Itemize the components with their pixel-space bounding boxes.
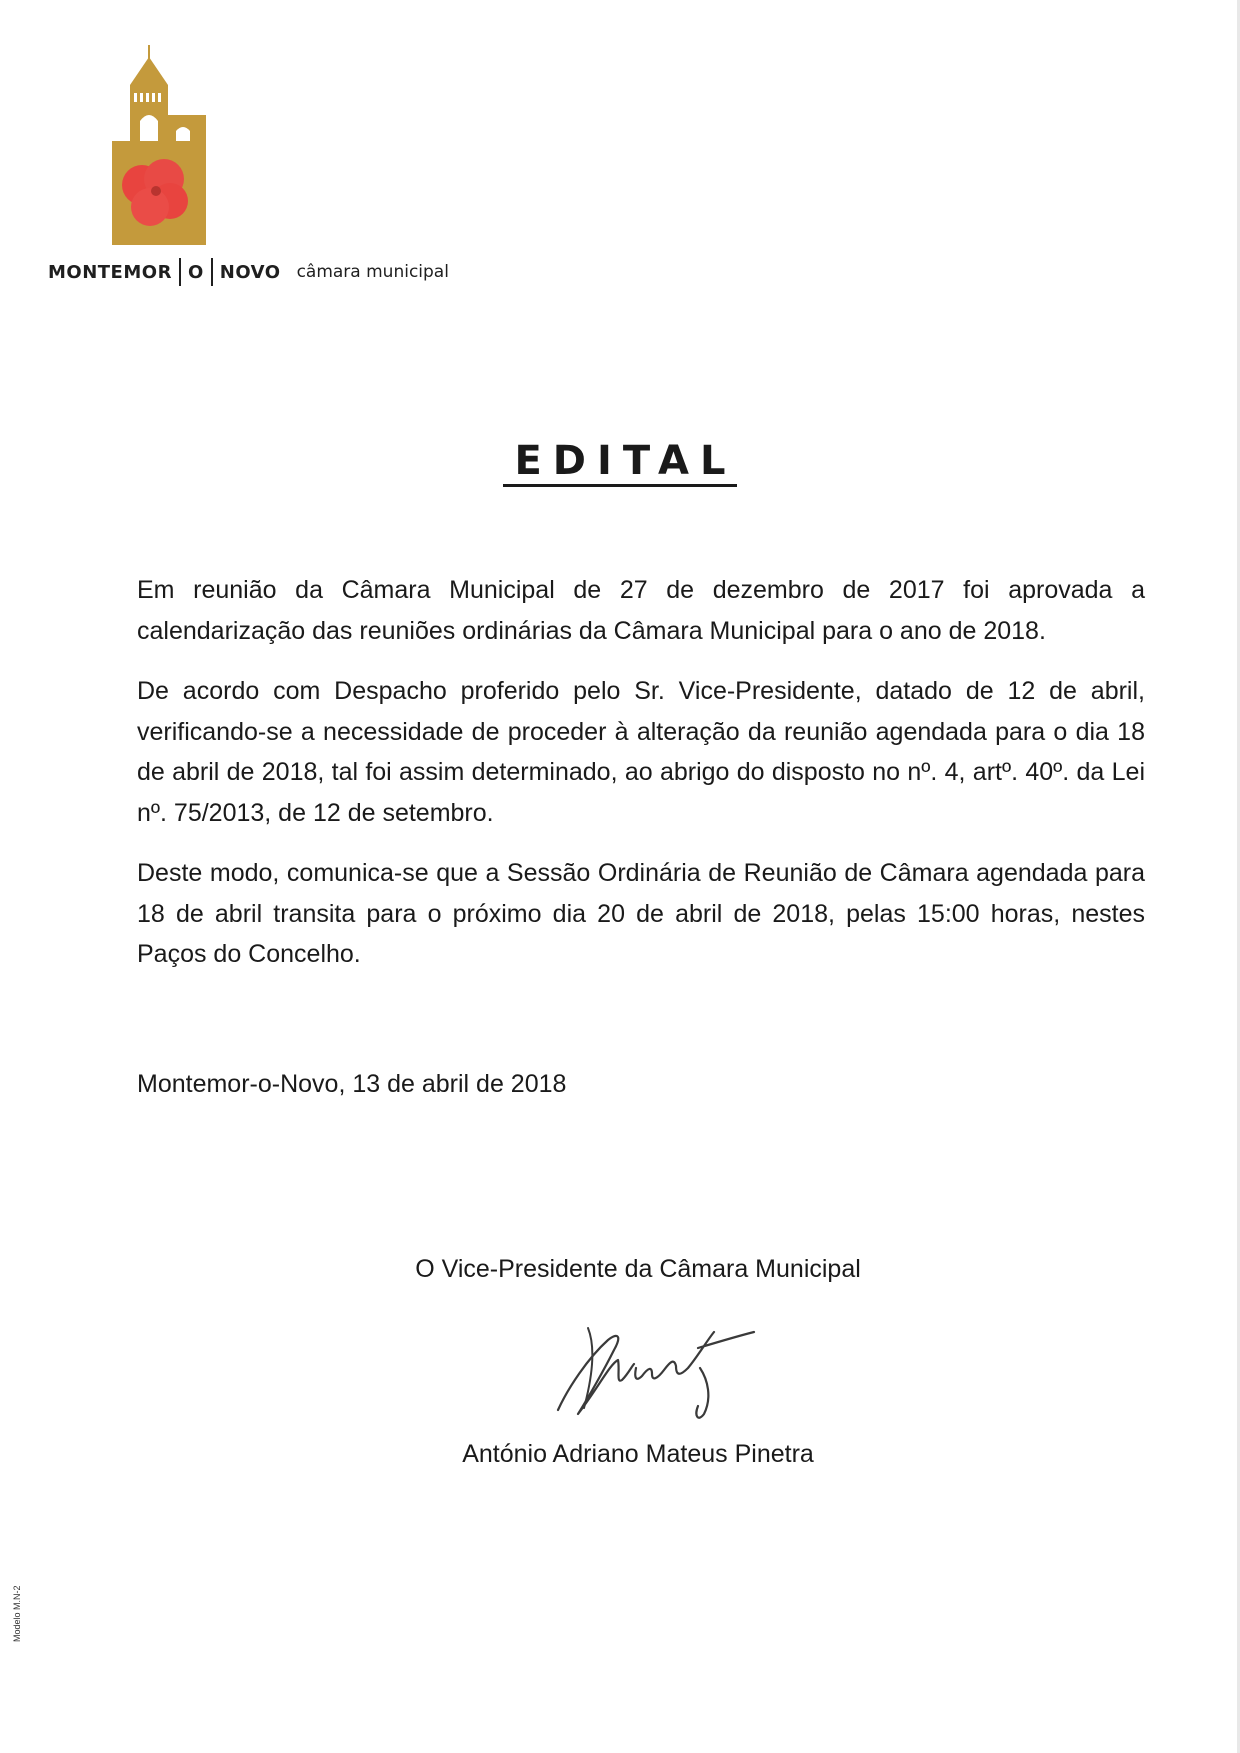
document-title: EDITAL — [503, 438, 736, 487]
logo-word-novo: NOVO — [219, 261, 281, 283]
logo-word-montemor: MONTEMOR — [48, 261, 172, 283]
paragraph: Em reunião da Câmara Municipal de 27 de dezembro de 2017 foi aprovada a calendarização das reuniões ordinárias da Câmara Municipal para o ano de 2018. — [137, 576, 1145, 645]
document-body — [137, 570, 1145, 995]
logo-separator — [179, 258, 181, 286]
logo-separator — [211, 258, 213, 286]
paragraph: De acordo com Despacho proferido pelo Sr. Vice-Presidente, datado de 12 de abril, verificando-se a necessidade de proceder à alteração da reunião agendada para o dia 18 de abril de 2018, tal foi assim determinado, ao abrigo do disposto no nº. 4, artº. 40º. da Lei nº. 75/2013, de 12 de setembro. — [137, 677, 1145, 827]
document-title-wrapper — [0, 438, 1240, 484]
signatory-name: António Adriano Mateus Pinetra — [462, 1440, 814, 1468]
signatory-role: O Vice-Presidente da Câmara Municipal — [415, 1255, 861, 1283]
place-and-date: Montemor-o-Novo, 13 de abril de 2018 — [137, 1070, 567, 1098]
handwritten-signature-icon — [548, 1318, 758, 1433]
logo-word-o: O — [187, 261, 204, 283]
municipal-logo-icon — [112, 45, 222, 245]
paragraph: Deste modo, comunica-se que a Sessão Ordinária de Reunião de Câmara agendada para 18 de abril transita para o próximo dia 20 de abril de 2018, pelas 15:00 horas, nestes Paços do Concelho. — [137, 859, 1145, 968]
model-code: Modelo M.N-2 — [12, 1585, 22, 1642]
logo-subtitle: câmara municipal — [296, 262, 449, 282]
logo-wordmark — [48, 258, 449, 286]
